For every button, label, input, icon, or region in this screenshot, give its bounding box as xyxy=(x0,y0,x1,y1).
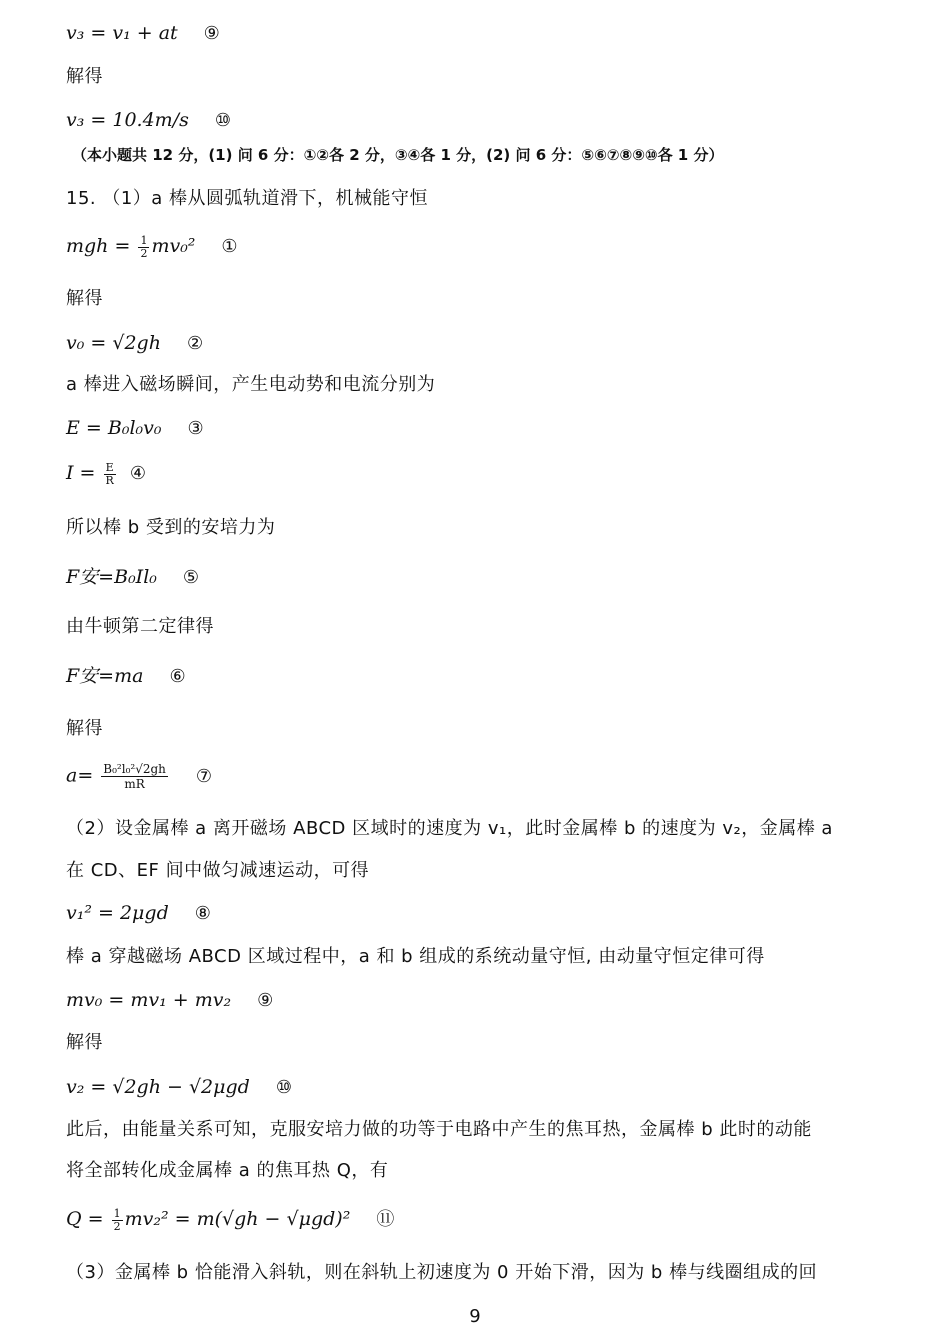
line-23: 解得 xyxy=(66,1032,103,1053)
numerator: B₀²l₀²√2gh xyxy=(103,762,166,776)
fraction xyxy=(101,762,168,791)
line-18: （2）设金属棒 a 离开磁场 ABCD 区域时的速度为 v₁，此时金属棒 b 的速度为 v₂，金属棒 a xyxy=(66,818,833,839)
fraction xyxy=(138,235,149,260)
line-3 xyxy=(66,107,231,134)
line-16: 解得 xyxy=(66,718,103,739)
line-1 xyxy=(66,20,220,47)
denominator: mR xyxy=(124,777,145,791)
line-19: 在 CD、EF 间中做匀减速运动，可得 xyxy=(66,860,370,881)
line-15 xyxy=(66,663,186,690)
equation-lhs: Q = xyxy=(66,1208,104,1230)
line-5: 15. （1）a 棒从圆弧轨道滑下，机械能守恒 xyxy=(66,188,429,209)
line-24 xyxy=(66,1074,292,1101)
scoring-note: （本小题共 12 分，(1) 问 6 分：①②各 2 分，③④各 1 分，(2) 问 6 分：⑤⑥⑦⑧⑨⑩各 1 分） xyxy=(72,146,724,164)
equation: v₀ = √2gh xyxy=(66,332,161,354)
line-25: 此后，由能量关系可知，克服安培力做的功等于电路中产生的焦耳热，金属棒 b 此时的动能 xyxy=(66,1119,812,1140)
denominator: 2 xyxy=(113,1219,121,1233)
equation-number: ③ xyxy=(187,418,204,439)
line-6 xyxy=(66,233,238,260)
equation: v₃ = v₁ + at xyxy=(66,22,178,44)
equation: v₂ = √2gh − √2μgd xyxy=(66,1076,250,1098)
line-11 xyxy=(66,460,146,487)
equation-lhs: a= xyxy=(66,764,94,787)
page-number: 9 xyxy=(469,1306,481,1327)
fraction xyxy=(112,1208,123,1233)
line-21: 棒 a 穿越磁场 ABCD 区域过程中，a 和 b 组成的系统动量守恒, 由动量守恒定律可得 xyxy=(66,946,765,967)
line-9: a 棒进入磁场瞬间，产生电动势和电流分别为 xyxy=(66,374,436,395)
equation-number: ⑨ xyxy=(257,990,274,1011)
equation-number: ⑦ xyxy=(195,765,213,787)
equation: mv₀ = mv₁ + mv₂ xyxy=(66,989,232,1011)
equation: F安=B₀Il₀ xyxy=(66,566,157,588)
line-22 xyxy=(66,987,273,1014)
line-10 xyxy=(66,415,204,442)
denominator: 2 xyxy=(140,246,148,260)
equation-number: ⑥ xyxy=(169,666,186,687)
denominator: R xyxy=(105,473,114,487)
equation-lhs: I = xyxy=(66,462,96,484)
equation: v₃ = 10.4m/s xyxy=(66,109,189,131)
equation-rhs: mv₂² = m(√gh − √μgd)² xyxy=(124,1208,351,1230)
equation-number: ④ xyxy=(129,463,146,484)
numerator: 1 xyxy=(140,233,148,247)
equation-number: ⑧ xyxy=(194,903,211,924)
equation-number: ⑩ xyxy=(275,1077,292,1098)
equation-lhs: mgh = xyxy=(66,235,131,257)
line-2: 解得 xyxy=(66,66,103,87)
line-20 xyxy=(66,900,211,927)
equation: F安=ma xyxy=(66,665,144,687)
equation-number: ② xyxy=(186,333,204,354)
equation-rhs: mv₀² xyxy=(151,235,196,257)
equation-number: ⑩ xyxy=(214,110,231,131)
equation: v₁² = 2μgd xyxy=(66,902,169,924)
line-28: （3）金属棒 b 恰能滑入斜轨，则在斜轨上初速度为 0 开始下滑，因为 b 棒与线圈组成的回 xyxy=(66,1262,818,1283)
line-8 xyxy=(66,330,203,357)
equation-number: ⑨ xyxy=(203,23,220,44)
equation-number: ⑤ xyxy=(182,567,200,588)
equation-number: ① xyxy=(221,236,238,257)
line-7: 解得 xyxy=(66,288,103,309)
numerator: 1 xyxy=(113,1206,121,1220)
line-26: 将全部转化成金属棒 a 的焦耳热 Q，有 xyxy=(66,1160,389,1181)
fraction xyxy=(104,462,116,487)
line-13 xyxy=(66,564,199,591)
line-17 xyxy=(66,762,212,791)
line-14: 由牛顿第二定律得 xyxy=(66,616,214,637)
equation: E = B₀l₀v₀ xyxy=(66,417,162,439)
numerator: E xyxy=(105,460,114,474)
line-12: 所以棒 b 受到的安培力为 xyxy=(66,517,276,538)
equation-number: ⑪ xyxy=(376,1209,395,1230)
line-27 xyxy=(66,1206,394,1233)
